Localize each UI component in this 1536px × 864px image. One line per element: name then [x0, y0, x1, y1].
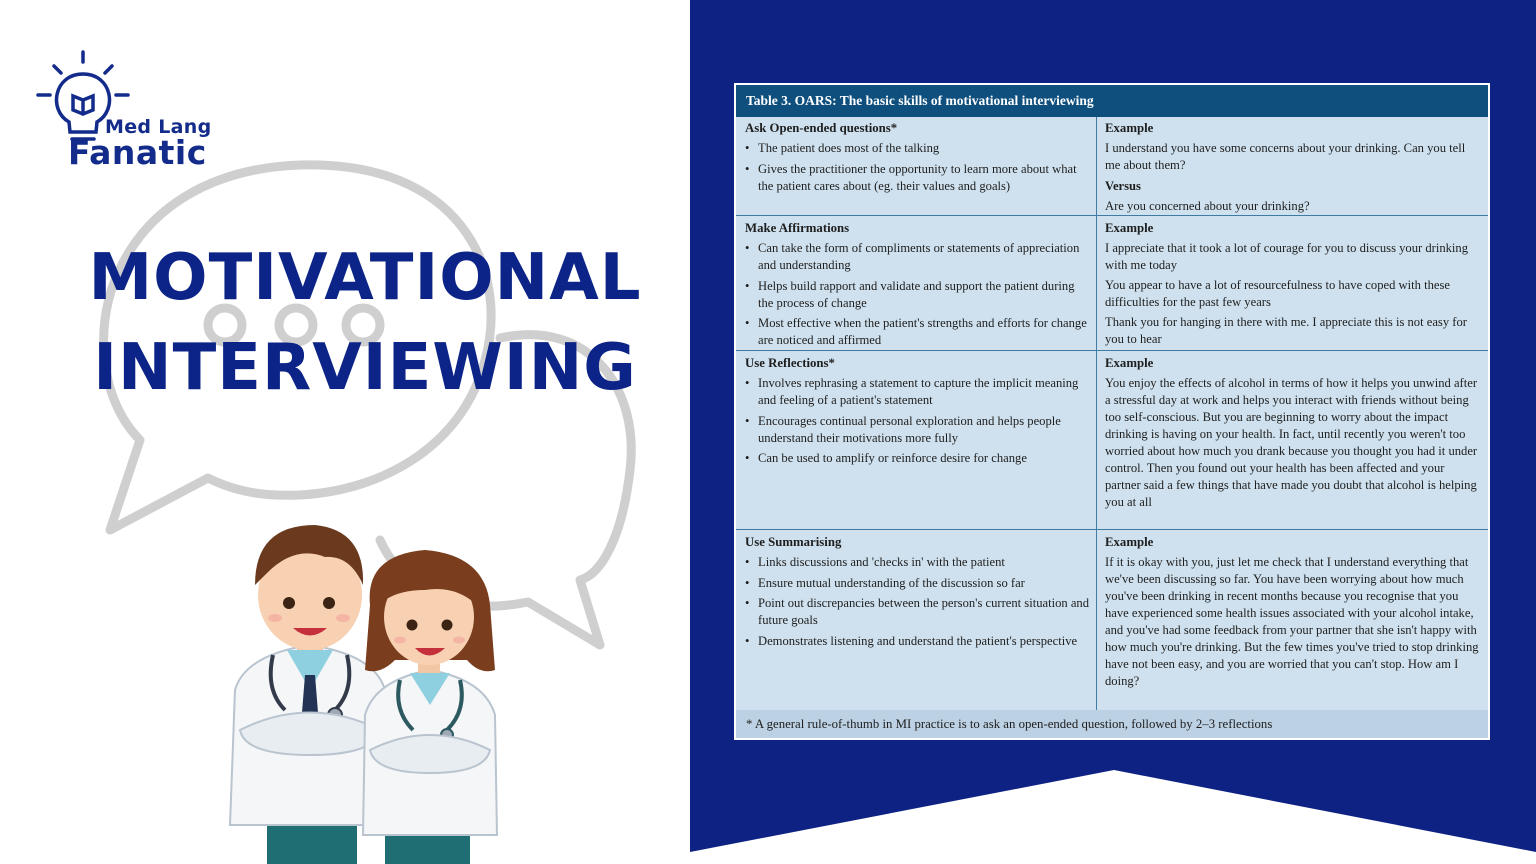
row-divider [736, 529, 1488, 530]
table-caption: Table 3. OARS: The basic skills of motivational interviewing [736, 85, 1488, 117]
skill-heading: Use Reflections* [745, 356, 835, 370]
reflections-example [1105, 355, 1480, 511]
example-heading: Example [1105, 221, 1154, 235]
oars-table [736, 85, 1488, 738]
skill-bullet: • Encourages continual personal exploration and helps people understand their motivations more fully [745, 413, 1090, 447]
summarising-example [1105, 534, 1480, 690]
example-heading: Example [1105, 356, 1154, 370]
skill-heading: Ask Open-ended questions* [745, 121, 898, 135]
example-text: If it is okay with you, just let me check that I understand everything that we've been discussing so far. You have been worrying about how much you've been drinking in recent months because you recognise that you have experienced some health issues associated with your alcohol intake, and you've had some feedback from your partner that she isn't happy with how much you're drinking. But the few times you've tried to stop drinking have not been easy, and you are worried that you can't stop. How am I doing? [1105, 555, 1479, 688]
skill-bullet: • Ensure mutual understanding of the discussion so far [745, 575, 1090, 592]
skill-bullet: • Can be used to amplify or reinforce desire for change [745, 450, 1090, 467]
table-footnote: * A general rule-of-thumb in MI practice is to ask an open-ended question, followed by 2–3 reflections [736, 710, 1488, 738]
example-text: I appreciate that it took a lot of courage for you to discuss your drinking with me today [1105, 241, 1469, 272]
versus-label: Versus [1105, 179, 1141, 193]
example-text: You enjoy the effects of alcohol in terms of how it helps you unwind after a stressful day at work and helps you interact with friends without being too self-conscious. But you are beginning to worry about the impact drinking is having on your health. In fact, until recently you weren't too worried about how much you drank because you thought you had it under control. Then you found out your health has been affected and your partner said a few things that have made you doubt that alcohol is helping you at all [1105, 376, 1478, 509]
page-title-line1: MOTIVATIONAL [88, 241, 642, 315]
example-heading: Example [1105, 535, 1154, 549]
affirmations-skill [745, 220, 1090, 353]
example-text: Thank you for hanging in there with me. I appreciate this is not easy for you to hear [1105, 315, 1467, 346]
affirmations-example [1105, 220, 1480, 348]
example-heading: Example [1105, 121, 1154, 135]
left-panel [0, 0, 690, 864]
page-title-line2: INTERVIEWING [93, 331, 637, 405]
example-text: I understand you have some concerns about your drinking. Can you tell me about them? [1105, 141, 1466, 172]
example-text: Are you concerned about your drinking? [1105, 199, 1310, 213]
example-text: You appear to have a lot of resourcefulness to have coped with these difficulties for the past few years [1105, 278, 1450, 309]
skill-bullet: • Involves rephrasing a statement to capture the implicit meaning and feeling of a patient's statement [745, 375, 1090, 409]
female-doctor [363, 550, 497, 864]
skill-bullet: • The patient does most of the talking [745, 140, 1090, 157]
row-divider [736, 215, 1488, 216]
skill-bullet: • Links discussions and 'checks in' with the patient [745, 554, 1090, 571]
skill-bullet: • Most effective when the patient's strengths and efforts for change are noticed and affirmed [745, 315, 1090, 349]
oars-table-image [734, 83, 1490, 740]
skill-bullet: • Helps build rapport and validate and support the patient during the process of change [745, 278, 1090, 312]
skill-bullet: • Can take the form of compliments or statements of appreciation and understanding [745, 240, 1090, 274]
skill-heading: Use Summarising [745, 535, 842, 549]
brand-name-line2: Fanatic [68, 133, 207, 172]
summarising-skill [745, 534, 1090, 653]
open-questions-skill [745, 120, 1090, 198]
skill-bullet: • Gives the practitioner the opportunity to learn more about what the patient cares about (eg. their values and goals) [745, 161, 1090, 195]
reflections-skill [745, 355, 1090, 471]
open-questions-example [1105, 120, 1480, 215]
column-divider [1096, 117, 1097, 710]
skill-bullet: • Demonstrates listening and understand the patient's perspective [745, 633, 1090, 650]
two-doctors-illustration [215, 515, 505, 864]
brand-name-line1: Med Lang [105, 116, 212, 138]
skill-heading: Make Affirmations [745, 221, 850, 235]
skill-bullet: • Point out discrepancies between the person's current situation and future goals [745, 595, 1090, 629]
